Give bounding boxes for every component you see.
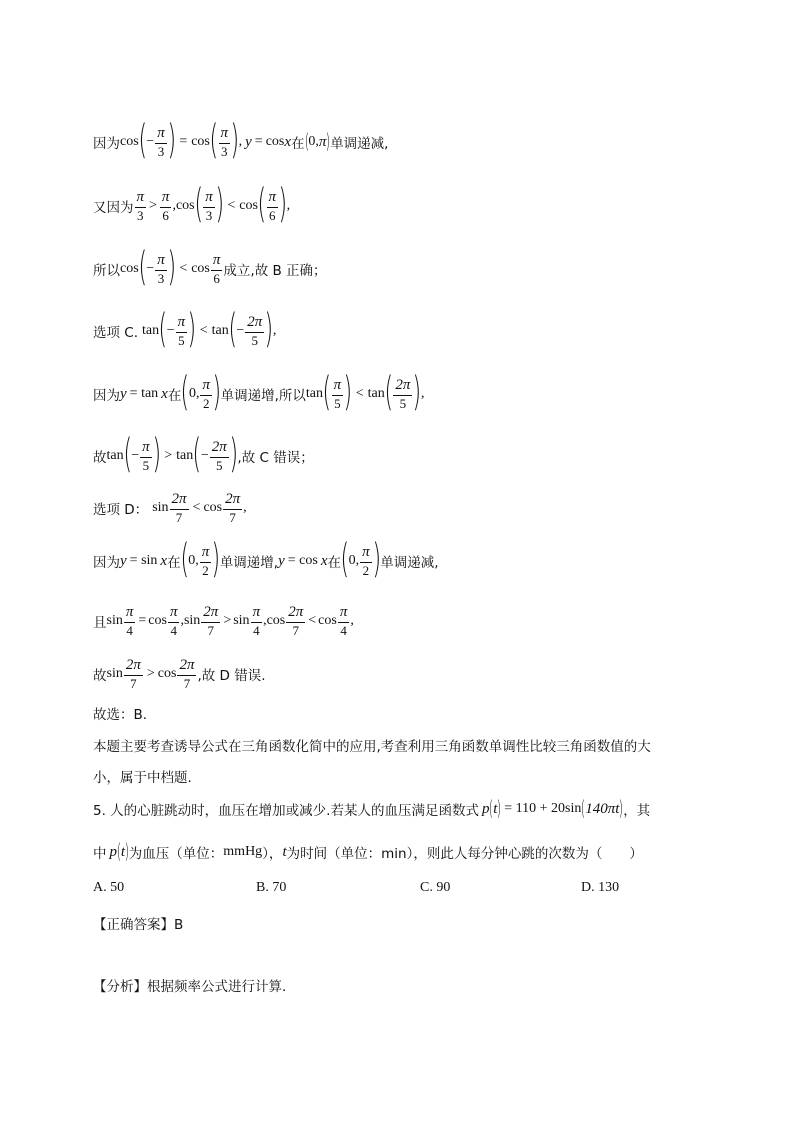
text: 单调递增, xyxy=(219,555,279,571)
text: 在 xyxy=(291,136,305,152)
fraction-2pi-5: $\frac{2\pi}{5}$ xyxy=(211,438,227,473)
equals-sin: = sin xyxy=(129,553,158,568)
solution-line-3 xyxy=(93,244,327,290)
unit-mmhg: mmHg xyxy=(223,844,263,859)
func-sin: sin xyxy=(106,666,123,682)
var-x: x xyxy=(160,552,168,569)
correct-answer-line: 【正确答案】B xyxy=(93,917,184,933)
greater-than: > xyxy=(146,666,155,682)
left-paren: ( xyxy=(180,536,189,582)
text: 在 xyxy=(167,555,181,571)
func-cos: cos xyxy=(265,134,285,149)
left-paren: ( xyxy=(194,181,203,227)
fraction-pi-4: $\frac{\pi}{4}$ xyxy=(125,604,134,638)
comma: , xyxy=(243,500,247,516)
func-cos: cos xyxy=(120,134,139,149)
text: 所以 xyxy=(93,263,120,279)
solution-line-8 xyxy=(93,536,439,582)
right-paren: ) xyxy=(264,306,274,352)
less-than: < xyxy=(227,198,236,213)
comma: , xyxy=(350,613,354,629)
less-than: < xyxy=(308,613,317,629)
question-text: 为血压（单位： xyxy=(128,846,224,862)
equals-sign: = xyxy=(138,613,147,629)
var-x: x xyxy=(161,385,168,402)
question-text: ）， xyxy=(262,846,283,862)
text: 成立,故 B 正确； xyxy=(223,263,327,279)
formula-text: = 110 + 20sin xyxy=(504,801,582,816)
var-t: t xyxy=(120,843,125,860)
minus-sign: − xyxy=(131,448,140,463)
right-paren: ) xyxy=(187,306,197,352)
fraction-2pi-5: $\frac{2\pi}{5}$ xyxy=(247,313,263,348)
text: 在 xyxy=(167,388,182,404)
interval-start: 0, xyxy=(348,553,360,568)
func-cos: cos xyxy=(175,198,195,213)
formula-inner: 140π xyxy=(585,800,616,817)
question-text: 中 xyxy=(93,846,107,862)
greater-than: > xyxy=(164,448,173,463)
func-cos: cos xyxy=(191,134,210,149)
right-paren: ) xyxy=(278,181,288,227)
func-sin: sin xyxy=(183,613,201,629)
var-p: p xyxy=(109,843,117,860)
right-paren: ) xyxy=(497,796,502,820)
left-paren: ( xyxy=(180,369,190,415)
solution-line-9 xyxy=(93,605,354,637)
text: 且 xyxy=(93,615,107,632)
interval-start: 0, xyxy=(188,553,199,568)
fraction-pi-5: $\frac{\pi}{5}$ xyxy=(333,376,342,411)
less-than: < xyxy=(179,261,188,276)
fraction-pi-3: $\frac{\pi}{3}$ xyxy=(220,124,229,159)
solution-line-10 xyxy=(93,658,266,690)
minus-sign: − xyxy=(146,134,155,149)
solution-line-2 xyxy=(93,181,291,227)
fraction-pi-2: $\frac{\pi}{2}$ xyxy=(201,543,210,578)
solution-line-5 xyxy=(93,369,425,415)
text: 在 xyxy=(327,555,342,571)
fraction-2pi-7: $\frac{2\pi}{7}$ xyxy=(125,657,141,691)
minus-sign: − xyxy=(146,261,155,276)
fraction-pi-4: $\frac{\pi}{4}$ xyxy=(169,604,178,638)
left-paren: ( xyxy=(116,839,122,863)
text: 故 xyxy=(93,668,107,685)
answer-line: 故选：B. xyxy=(93,707,148,723)
left-paren: ( xyxy=(209,117,218,163)
solution-line-6 xyxy=(93,431,314,477)
func-tan: tan xyxy=(367,386,385,401)
greater-than: > xyxy=(149,198,157,213)
func-tan: tan xyxy=(211,323,229,338)
fraction-pi-5: $\frac{\pi}{5}$ xyxy=(177,313,186,348)
comma: , xyxy=(420,386,425,401)
func-sin: sin xyxy=(233,613,250,629)
right-paren: ) xyxy=(167,117,176,163)
var-t: t xyxy=(282,843,287,860)
text: 单调递减, xyxy=(330,136,389,152)
right-paren: ) xyxy=(211,536,221,582)
func-cos: cos xyxy=(148,613,167,629)
text: 故 xyxy=(93,450,107,466)
left-paren: ( xyxy=(158,306,168,352)
fraction-2pi-7: $\frac{2\pi}{7}$ xyxy=(225,491,241,525)
fraction-pi-3: $\frac{\pi}{3}$ xyxy=(157,124,165,159)
func-cos: cos xyxy=(203,500,223,516)
left-paren: ( xyxy=(138,244,147,290)
equals-sign: = xyxy=(254,134,263,149)
right-paren: ) xyxy=(215,181,224,227)
text: 单调递增,所以 xyxy=(220,388,306,404)
minus-sign: − xyxy=(236,323,245,338)
text: ,故 C 错误； xyxy=(237,450,314,466)
equals-tan: = tan xyxy=(129,386,159,401)
right-paren: ) xyxy=(124,839,130,863)
right-paren: ) xyxy=(343,369,353,415)
summary-line-1: 本题主要考查诱导公式在三角函数化简中的应用,考查利用三角函数单调性比较三角函数值的大 xyxy=(93,739,651,755)
less-than: < xyxy=(199,323,208,338)
comma: , xyxy=(286,198,291,213)
left-paren: ( xyxy=(228,306,237,352)
fraction-2pi-5: $\frac{2\pi}{5}$ xyxy=(395,376,411,411)
fraction-pi-5: $\frac{\pi}{5}$ xyxy=(142,438,150,473)
comma: , xyxy=(272,323,277,338)
fraction-pi-4: $\frac{\pi}{4}$ xyxy=(252,604,261,638)
func-tan: tan xyxy=(142,323,160,338)
fraction-2pi-7: $\frac{2\pi}{7}$ xyxy=(288,604,304,638)
option-a[interactable]: A. 50 xyxy=(93,880,125,895)
right-paren: ) xyxy=(326,129,331,153)
func-cos: cos xyxy=(191,261,210,276)
func-cos: cos xyxy=(318,613,337,629)
right-paren: ) xyxy=(212,369,222,415)
text: 选项 C. xyxy=(93,325,139,341)
comma: , xyxy=(238,134,243,149)
text: 单调递减, xyxy=(380,555,439,571)
comma: , xyxy=(263,613,267,629)
analysis-line: 【分析】根据频率公式进行计算. xyxy=(93,979,287,995)
option-d[interactable]: D. 130 xyxy=(581,880,620,895)
right-paren: ) xyxy=(619,796,624,820)
question-text: ，其 xyxy=(623,803,651,819)
func-sin: sin xyxy=(106,613,123,629)
var-y: y xyxy=(245,133,252,150)
solution-line-7 xyxy=(93,492,247,524)
right-paren: ) xyxy=(372,536,381,582)
less-than: < xyxy=(192,500,201,516)
func-cos: cos xyxy=(266,613,286,629)
text: 因为 xyxy=(93,136,120,152)
func-cos: cos xyxy=(120,261,139,276)
minus-sign: − xyxy=(166,323,175,338)
var-y: y xyxy=(278,552,285,569)
fraction-pi-3: $\frac{\pi}{3}$ xyxy=(136,188,145,223)
solution-line-4 xyxy=(93,306,277,352)
fraction-pi-6: $\frac{\pi}{6}$ xyxy=(268,188,277,223)
minus-sign: − xyxy=(200,448,209,463)
left-paren: ( xyxy=(489,796,494,820)
func-cos: cos xyxy=(157,666,177,682)
equals-cos: = cos xyxy=(287,553,318,568)
var-x: x xyxy=(320,552,328,569)
text: 因为 xyxy=(93,555,120,571)
var-p: p xyxy=(481,800,490,817)
fraction-pi-6: $\frac{\pi}{6}$ xyxy=(212,251,221,286)
fraction-pi-4: $\frac{\pi}{4}$ xyxy=(339,604,348,638)
right-paren: ) xyxy=(230,117,240,163)
fraction-2pi-7: $\frac{2\pi}{7}$ xyxy=(179,657,195,691)
var-x: x xyxy=(284,133,292,150)
question-5-line-2 xyxy=(93,839,643,863)
var-t: t xyxy=(493,800,498,817)
var-y: y xyxy=(120,552,127,569)
greater-than: > xyxy=(223,613,232,629)
fraction-pi-3: $\frac{\pi}{3}$ xyxy=(157,251,165,286)
func-sin: sin xyxy=(152,500,169,516)
question-5-line-1 xyxy=(93,796,651,820)
fraction-pi-6: $\frac{\pi}{6}$ xyxy=(161,188,170,223)
right-paren: ) xyxy=(152,431,161,477)
left-paren: ( xyxy=(192,431,202,477)
text: 选项 D： xyxy=(93,502,149,519)
summary-line-2: 小，属于中档题. xyxy=(93,770,192,786)
var-y: y xyxy=(120,385,127,402)
func-tan: tan xyxy=(176,448,194,463)
equals-sign: = xyxy=(179,134,188,149)
right-paren: ) xyxy=(412,369,422,415)
option-c[interactable]: C. 90 xyxy=(420,880,451,895)
fraction-2pi-7: $\frac{2\pi}{7}$ xyxy=(171,491,187,525)
left-paren: ( xyxy=(581,796,586,820)
left-paren: ( xyxy=(304,129,309,153)
text: ,故 D 错误. xyxy=(197,668,266,685)
text: 又因为 xyxy=(93,200,134,216)
question-text: 5. 人的心脏跳动时，血压在增加或减少.若某人的血压满足函数式 xyxy=(93,803,479,819)
fraction-pi-3: $\frac{\pi}{3}$ xyxy=(205,188,213,223)
pi-symbol: π xyxy=(318,133,327,150)
left-paren: ( xyxy=(123,431,132,477)
question-text: 为时间（单位：min），则此人每分钟心跳的次数为（ ） xyxy=(286,846,643,862)
interval-start: 0, xyxy=(308,134,319,149)
left-paren: ( xyxy=(138,117,147,163)
func-cos: cos xyxy=(239,198,258,213)
left-paren: ( xyxy=(384,369,393,415)
solution-line-1 xyxy=(93,117,389,163)
func-tan: tan xyxy=(305,386,323,401)
text: 因为 xyxy=(93,388,120,404)
func-tan: tan xyxy=(106,448,124,463)
var-t: t xyxy=(615,800,620,817)
right-paren: ) xyxy=(229,431,238,477)
interval-start: 0, xyxy=(188,386,200,401)
comma: , xyxy=(172,198,176,213)
left-paren: ( xyxy=(322,369,332,415)
left-paren: ( xyxy=(257,181,267,227)
less-than: < xyxy=(355,386,364,401)
right-paren: ) xyxy=(167,244,176,290)
fraction-2pi-7: $\frac{2\pi}{7}$ xyxy=(203,604,219,638)
left-paren: ( xyxy=(340,536,350,582)
comma: , xyxy=(180,613,184,629)
option-b[interactable]: B. 70 xyxy=(256,880,287,895)
fraction-pi-2: $\frac{\pi}{2}$ xyxy=(362,543,370,578)
fraction-pi-2: $\frac{\pi}{2}$ xyxy=(202,376,210,411)
